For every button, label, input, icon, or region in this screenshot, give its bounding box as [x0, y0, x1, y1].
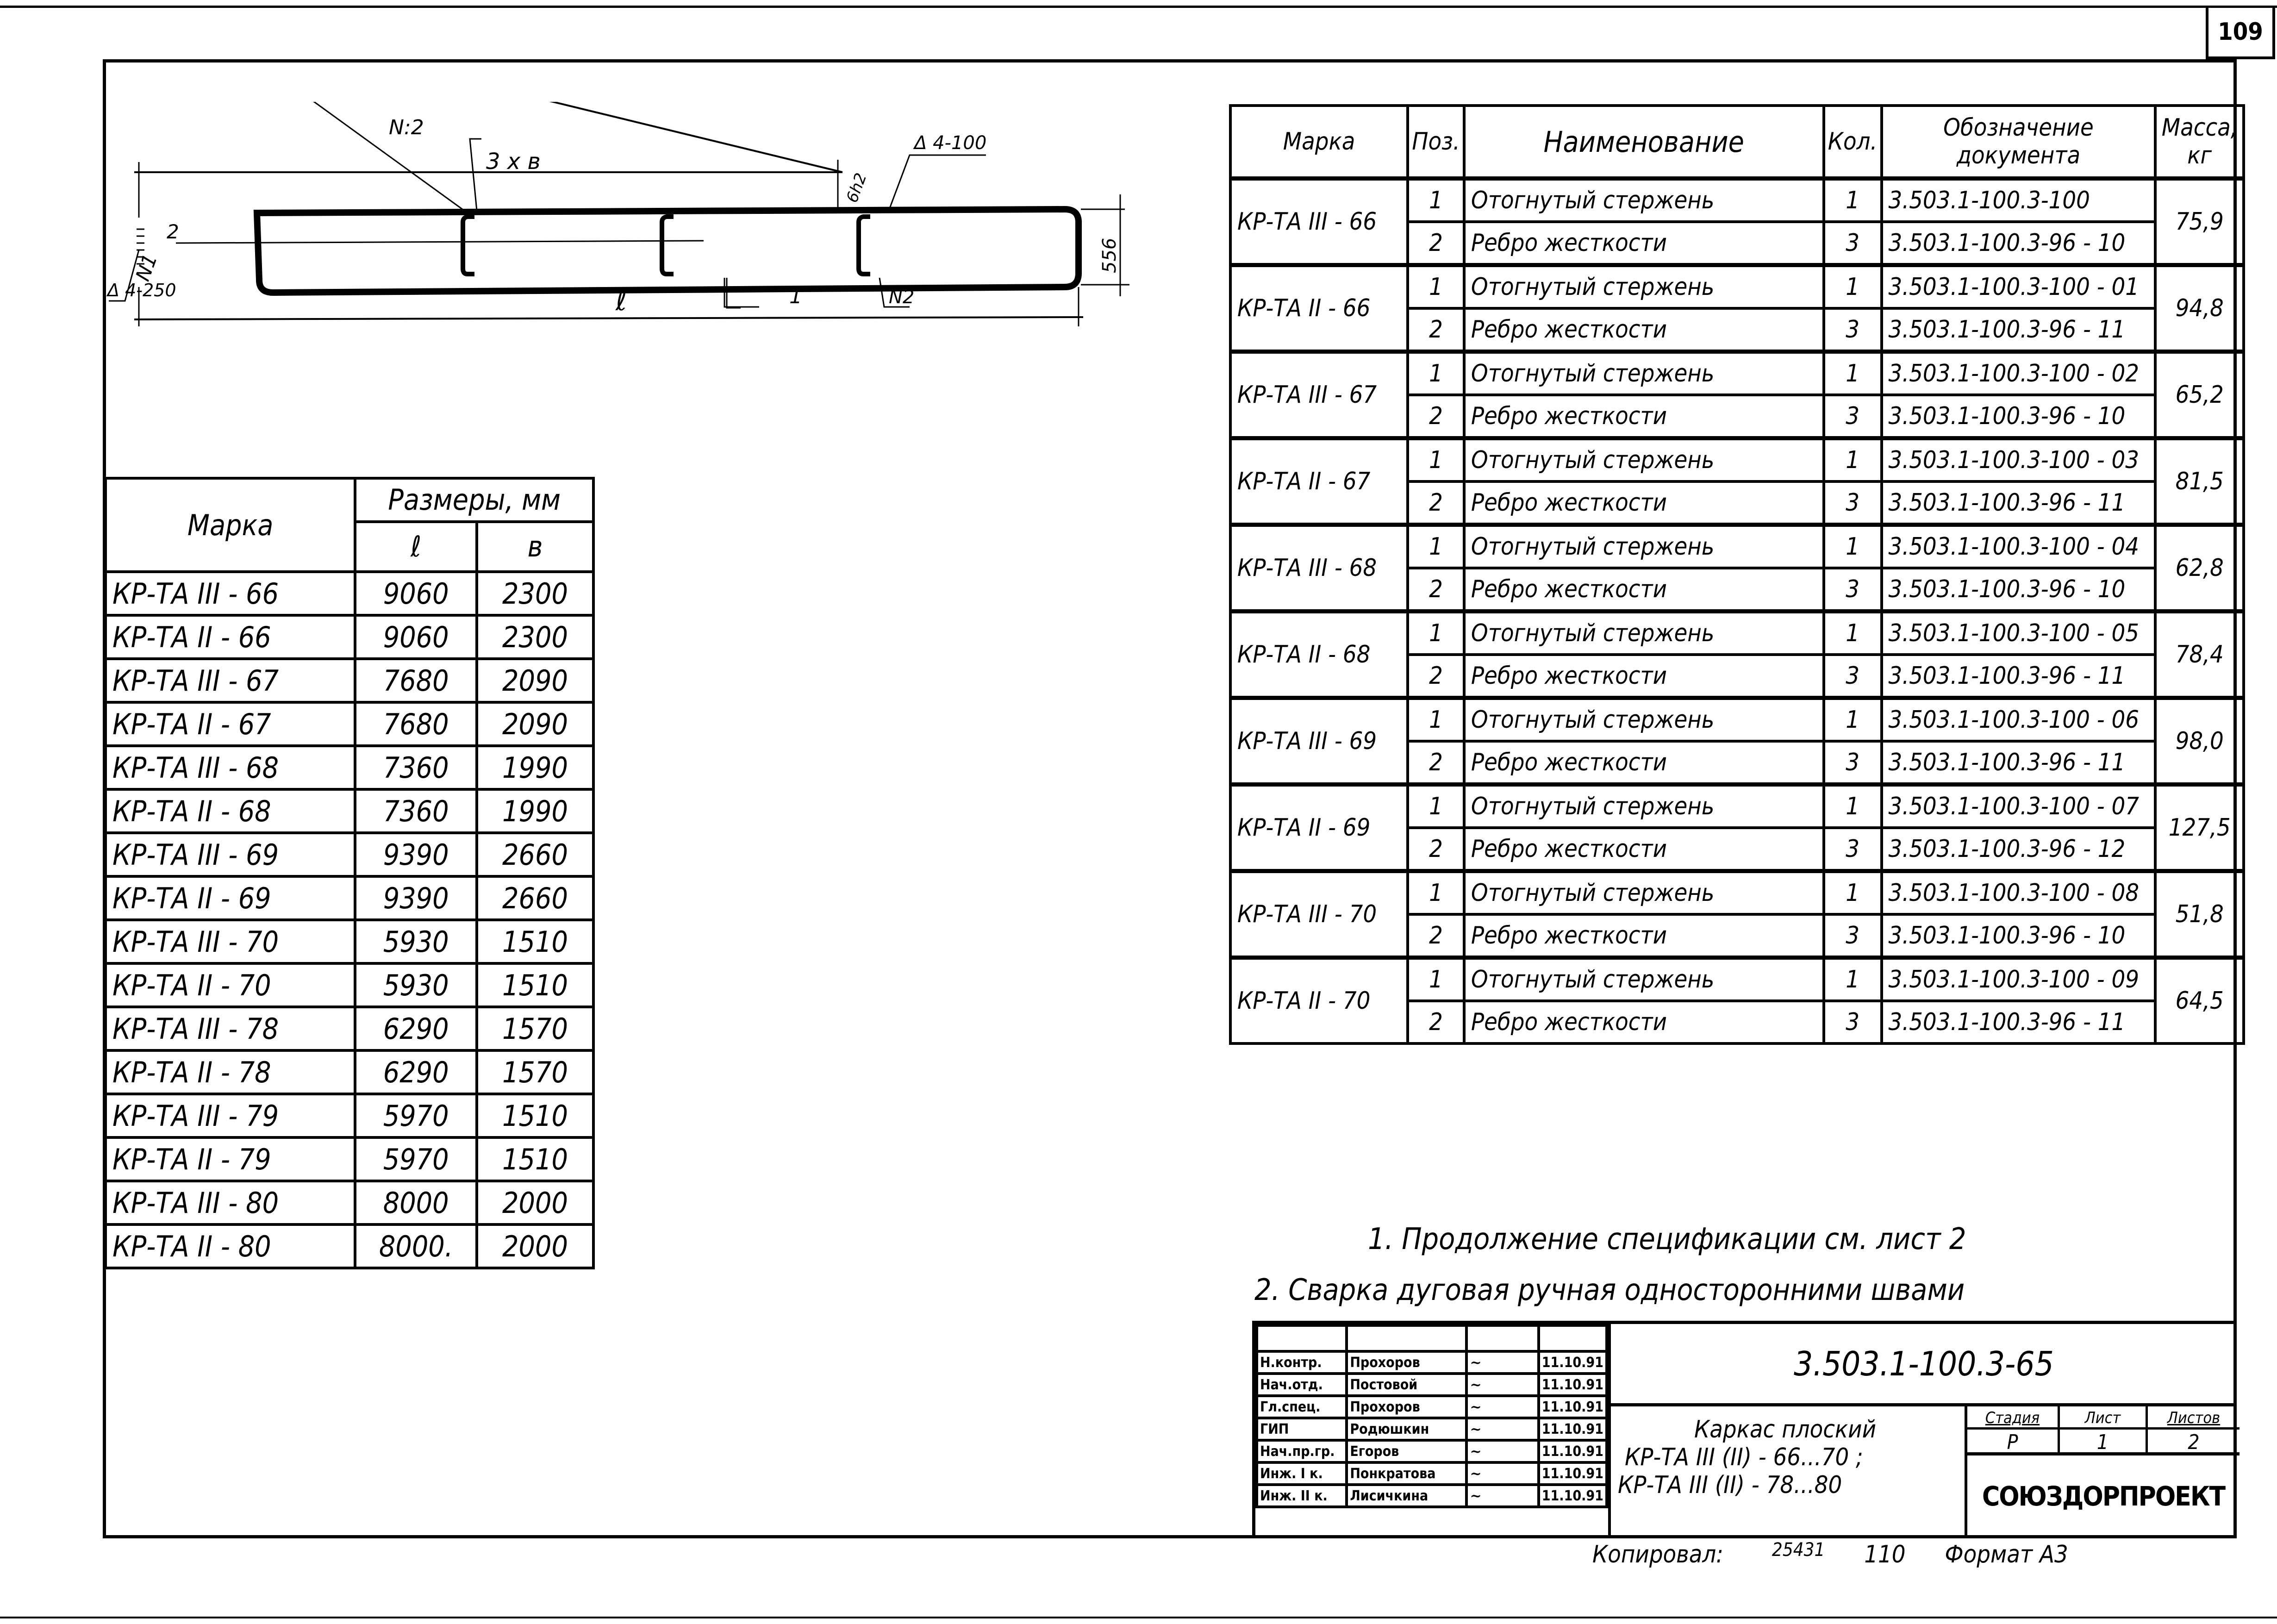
document-code: 3.503.1-100.3-65 — [1608, 1324, 2237, 1406]
mark-cell: КР-ТА III - 79 — [106, 1094, 355, 1137]
format-label: Формат А3 — [1945, 1541, 2068, 1568]
dimension-row — [106, 833, 593, 876]
length-cell: 5970 — [355, 1137, 477, 1181]
label-pos1: 1 — [789, 285, 802, 308]
doc-cell: 3.503.1-100.3-100 - 02 — [1882, 352, 2156, 395]
label-6h2: 6h2 — [842, 170, 871, 206]
date-cell: 11.10.91 — [1539, 1485, 1607, 1507]
name-cell: Родюшкин — [1347, 1418, 1466, 1440]
doc-cell: 3.503.1-100.3-100 - 03 — [1882, 438, 2156, 482]
width-cell: 1570 — [477, 1007, 593, 1050]
top-border-line — [0, 6, 2277, 8]
group-mass: 65,2 — [2155, 352, 2244, 438]
signature-cell — [1466, 1485, 1538, 1507]
name-cell: Отогнутый стержень — [1464, 438, 1824, 482]
name-cell: Отогнутый стержень — [1464, 698, 1824, 742]
page-number: 109 — [2206, 7, 2275, 59]
header-b: в — [477, 522, 593, 572]
length-cell: 8000 — [355, 1181, 477, 1224]
date-cell: 11.10.91 — [1539, 1440, 1607, 1462]
dimension-row — [106, 746, 593, 789]
doc-cell: 3.503.1-100.3-100 - 09 — [1882, 958, 2156, 1001]
pos-cell: 1 — [1408, 179, 1464, 222]
mark-cell: КР-ТА II - 70 — [106, 963, 355, 1007]
doc-cell: 3.503.1-100.3-100 - 08 — [1882, 871, 2156, 915]
length-cell: 5930 — [355, 920, 477, 963]
group-mark: КР-ТА III - 69 — [1230, 698, 1408, 785]
doc-cell: 3.503.1-100.3-96 - 11 — [1882, 308, 2156, 352]
name-cell: Отогнутый стержень — [1464, 958, 1824, 1001]
name-cell: Отогнутый стержень — [1464, 785, 1824, 828]
group-mark: КР-ТА III - 70 — [1230, 871, 1408, 958]
doc-cell: 3.503.1-100.3-96 - 11 — [1882, 1001, 2156, 1043]
sheets-value: 2 — [2148, 1430, 2240, 1455]
group-mark: КР-ТА II - 69 — [1230, 785, 1408, 871]
pos-cell: 1 — [1408, 265, 1464, 309]
mark-cell: КР-ТА II - 68 — [106, 789, 355, 833]
dimension-row — [106, 659, 593, 702]
mark-cell: КР-ТА III - 80 — [106, 1181, 355, 1224]
group-mark: КР-ТА III - 66 — [1230, 179, 1408, 265]
specification-table — [1229, 104, 2245, 1045]
name-cell: Ребро жесткости — [1464, 222, 1824, 265]
width-cell: 1570 — [477, 1050, 593, 1094]
mark-cell: КР-ТА II - 80 — [106, 1224, 355, 1268]
qty-cell: 3 — [1824, 481, 1882, 525]
copy-number: 25431 — [1772, 1539, 1825, 1561]
length-cell: 7680 — [355, 659, 477, 702]
width-cell: 1990 — [477, 789, 593, 833]
label-n2-top: N:2 — [389, 116, 424, 139]
date-cell: 11.10.91 — [1539, 1462, 1607, 1485]
signature-scribble-icon: ~ — [1470, 1465, 1482, 1482]
group-mass: 94,8 — [2155, 265, 2244, 352]
length-cell: 5930 — [355, 963, 477, 1007]
width-cell: 2660 — [477, 833, 593, 876]
header-pos: Поз. — [1408, 106, 1464, 179]
qty-cell: 3 — [1824, 222, 1882, 265]
header-mark: Марка — [106, 478, 355, 572]
width-cell: 2090 — [477, 659, 593, 702]
date-cell: 11.10.91 — [1539, 1396, 1607, 1418]
doc-cell: 3.503.1-100.3-100 - 04 — [1882, 525, 2156, 568]
group-mark: КР-ТА III - 67 — [1230, 352, 1408, 438]
pos-cell: 1 — [1408, 958, 1464, 1001]
name-cell: Лисичкина — [1347, 1485, 1466, 1507]
spec-row — [1230, 352, 2244, 395]
organization-name: СОЮЗДОРПРОЕКТ — [1982, 1480, 2225, 1512]
name-cell: Ребро жесткости — [1464, 914, 1824, 958]
doc-cell: 3.503.1-100.3-96 - 10 — [1882, 914, 2156, 958]
signature-row — [1257, 1374, 1607, 1396]
qty-cell: 3 — [1824, 395, 1882, 438]
header-l: ℓ — [355, 522, 477, 572]
name-cell: Прохоров — [1347, 1351, 1466, 1374]
header-sizes: Размеры, мм — [355, 478, 593, 522]
group-mark: КР-ТА III - 68 — [1230, 525, 1408, 612]
name-cell: Ребро жесткости — [1464, 828, 1824, 871]
name-cell: Ребро жесткости — [1464, 395, 1824, 438]
qty-cell: 3 — [1824, 655, 1882, 698]
spec-row — [1230, 265, 2244, 309]
doc-cell: 3.503.1-100.3-100 — [1882, 179, 2156, 222]
group-mark: КР-ТА II - 67 — [1230, 438, 1408, 525]
mark-cell: КР-ТА II - 66 — [106, 615, 355, 659]
spec-row — [1230, 958, 2244, 1001]
dimension-row — [106, 572, 593, 615]
name-cell: Отогнутый стержень — [1464, 265, 1824, 309]
pos-cell: 2 — [1408, 828, 1464, 871]
pos-cell: 1 — [1408, 612, 1464, 655]
qty-cell: 1 — [1824, 785, 1882, 828]
dimension-row — [106, 789, 593, 833]
signature-cell — [1466, 1418, 1538, 1440]
pos-cell: 1 — [1408, 352, 1464, 395]
doc-cell: 3.503.1-100.3-100 - 05 — [1882, 612, 2156, 655]
spec-row — [1230, 871, 2244, 915]
length-cell: 5970 — [355, 1094, 477, 1137]
mark-cell: КР-ТА II - 69 — [106, 876, 355, 920]
title-line-2: КР-ТА III (II) - 66...70 ; — [1625, 1443, 1863, 1471]
qty-cell: 1 — [1824, 525, 1882, 568]
mark-cell: КР-ТА III - 67 — [106, 659, 355, 702]
frame-drawing — [102, 102, 1167, 361]
qty-cell: 1 — [1824, 438, 1882, 482]
label-weld-top: Δ 4-100 — [914, 132, 987, 154]
doc-cell: 3.503.1-100.3-100 - 01 — [1882, 265, 2156, 309]
qty-cell: 1 — [1824, 698, 1882, 742]
signature-scribble-icon: ~ — [1470, 1443, 1482, 1460]
dimension-row — [106, 876, 593, 920]
width-cell: 2300 — [477, 615, 593, 659]
date-cell: 11.10.91 — [1539, 1351, 1607, 1374]
width-cell: 2000 — [477, 1224, 593, 1268]
qty-cell: 3 — [1824, 914, 1882, 958]
mark-cell: КР-ТА III - 69 — [106, 833, 355, 876]
qty-cell: 1 — [1824, 871, 1882, 915]
length-cell: 9390 — [355, 833, 477, 876]
name-cell: Егоров — [1347, 1440, 1466, 1462]
doc-cell: 3.503.1-100.3-96 - 11 — [1882, 741, 2156, 785]
doc-cell: 3.503.1-100.3-96 - 11 — [1882, 481, 2156, 525]
title-line-3: КР-ТА III (II) - 78...80 — [1618, 1471, 1842, 1499]
dimension-row — [106, 1094, 593, 1137]
pos-cell: 2 — [1408, 481, 1464, 525]
dimension-row — [106, 1007, 593, 1050]
width-cell: 1510 — [477, 963, 593, 1007]
doc-cell: 3.503.1-100.3-100 - 06 — [1882, 698, 2156, 742]
group-mark: КР-ТА II - 66 — [1230, 265, 1408, 352]
doc-cell: 3.503.1-100.3-96 - 10 — [1882, 395, 2156, 438]
qty-cell: 1 — [1824, 612, 1882, 655]
label-pos2: 2 — [167, 220, 179, 243]
dimension-row — [106, 1224, 593, 1268]
signature-table — [1255, 1324, 1608, 1508]
doc-cell: 3.503.1-100.3-96 - 10 — [1882, 568, 2156, 612]
doc-cell: 3.503.1-100.3-96 - 11 — [1882, 655, 2156, 698]
sheets-label: Листов — [2148, 1406, 2240, 1430]
qty-cell: 3 — [1824, 568, 1882, 612]
signature-cell — [1466, 1351, 1538, 1374]
stage-label: Стадия — [1967, 1406, 2060, 1430]
length-cell: 8000. — [355, 1224, 477, 1268]
label-n2-bottom: N2 — [889, 287, 915, 308]
group-mass: 62,8 — [2155, 525, 2244, 612]
signature-scribble-icon: ~ — [1470, 1399, 1482, 1415]
note-1: 1. Продолжение спецификации см. лист 2 — [1368, 1222, 1966, 1256]
signature-row — [1257, 1485, 1607, 1507]
name-cell: Отогнутый стержень — [1464, 352, 1824, 395]
spec-row — [1230, 525, 2244, 568]
dimension-row — [106, 1181, 593, 1224]
signature-row — [1257, 1418, 1607, 1440]
dimension-row — [106, 1050, 593, 1094]
name-cell: Ребро жесткости — [1464, 655, 1824, 698]
qty-cell: 1 — [1824, 265, 1882, 309]
role-cell: Нач.отд. — [1257, 1374, 1347, 1396]
pos-cell: 1 — [1408, 785, 1464, 828]
width-cell: 2090 — [477, 702, 593, 746]
pos-cell: 1 — [1408, 698, 1464, 742]
pos-cell: 1 — [1408, 871, 1464, 915]
date-cell: 11.10.91 — [1539, 1418, 1607, 1440]
dimensions-table — [104, 477, 595, 1269]
signature-cell — [1466, 1396, 1538, 1418]
width-cell: 2300 — [477, 572, 593, 615]
name-cell: Ребро жесткости — [1464, 568, 1824, 612]
pos-cell: 2 — [1408, 914, 1464, 958]
spec-row — [1230, 438, 2244, 482]
dimension-row — [106, 963, 593, 1007]
mark-cell: КР-ТА II - 67 — [106, 702, 355, 746]
label-556: 556 — [1099, 237, 1120, 273]
name-cell: Ребро жесткости — [1464, 1001, 1824, 1043]
signature-row — [1257, 1396, 1607, 1418]
group-mass: 127,5 — [2155, 785, 2244, 871]
drawing-title — [1608, 1406, 1965, 1538]
stage-value: Р — [1967, 1430, 2060, 1455]
spec-row — [1230, 179, 2244, 222]
length-cell: 9390 — [355, 876, 477, 920]
title-block — [1252, 1321, 2237, 1538]
name-cell: Постовой — [1347, 1374, 1466, 1396]
mark-cell: КР-ТА II - 78 — [106, 1050, 355, 1094]
role-cell: Гл.спец. — [1257, 1396, 1347, 1418]
dimension-row — [106, 920, 593, 963]
header-mark: Марка — [1230, 106, 1408, 179]
group-mark: КР-ТА II - 68 — [1230, 612, 1408, 698]
copy-extra: 110 — [1864, 1541, 1906, 1568]
doc-cell: 3.503.1-100.3-96 - 12 — [1882, 828, 2156, 871]
pos-cell: 2 — [1408, 1001, 1464, 1043]
mark-cell: КР-ТА III - 66 — [106, 572, 355, 615]
name-cell: Понкратова — [1347, 1462, 1466, 1485]
group-mark: КР-ТА II - 70 — [1230, 958, 1408, 1044]
role-cell: Нач.пр.гр. — [1257, 1440, 1347, 1462]
length-cell: 7360 — [355, 789, 477, 833]
dimension-row — [106, 702, 593, 746]
width-cell: 2000 — [477, 1181, 593, 1224]
signature-row — [1257, 1440, 1607, 1462]
qty-cell: 3 — [1824, 741, 1882, 785]
pos-cell: 2 — [1408, 395, 1464, 438]
length-cell: 7680 — [355, 702, 477, 746]
qty-cell: 1 — [1824, 179, 1882, 222]
signature-cell — [1466, 1462, 1538, 1485]
spec-row — [1230, 785, 2244, 828]
width-cell: 1510 — [477, 920, 593, 963]
width-cell: 1510 — [477, 1137, 593, 1181]
signature-scribble-icon: ~ — [1470, 1376, 1482, 1393]
mark-cell: КР-ТА III - 70 — [106, 920, 355, 963]
length-cell: 6290 — [355, 1050, 477, 1094]
doc-cell: 3.503.1-100.3-100 - 07 — [1882, 785, 2156, 828]
mark-cell: КР-ТА III - 78 — [106, 1007, 355, 1050]
length-cell: 7360 — [355, 746, 477, 789]
doc-cell: 3.503.1-100.3-96 - 10 — [1882, 222, 2156, 265]
group-mass: 78,4 — [2155, 612, 2244, 698]
pos-cell: 2 — [1408, 655, 1464, 698]
signature-scribble-icon: ~ — [1470, 1487, 1482, 1504]
dimension-row — [106, 1137, 593, 1181]
name-cell: Отогнутый стержень — [1464, 871, 1824, 915]
group-mass: 64,5 — [2155, 958, 2244, 1044]
label-l: ℓ — [616, 285, 627, 317]
name-cell: Ребро жесткости — [1464, 481, 1824, 525]
group-mass: 51,8 — [2155, 871, 2244, 958]
signature-row — [1257, 1462, 1607, 1485]
mark-cell: КР-ТА II - 79 — [106, 1137, 355, 1181]
signature-scribble-icon: ~ — [1470, 1421, 1482, 1437]
width-cell: 1990 — [477, 746, 593, 789]
pos-cell: 2 — [1408, 222, 1464, 265]
pos-cell: 1 — [1408, 438, 1464, 482]
copied-label: Копировал: — [1592, 1541, 1724, 1568]
date-cell: 11.10.91 — [1539, 1374, 1607, 1396]
group-mass: 75,9 — [2155, 179, 2244, 265]
pos-cell: 2 — [1408, 308, 1464, 352]
qty-cell: 3 — [1824, 828, 1882, 871]
name-cell: Отогнутый стержень — [1464, 525, 1824, 568]
signature-cell — [1466, 1374, 1538, 1396]
name-cell: Отогнутый стержень — [1464, 179, 1824, 222]
sheet-label: Лист — [2060, 1406, 2148, 1430]
pos-cell: 2 — [1408, 741, 1464, 785]
qty-cell: 1 — [1824, 958, 1882, 1001]
pos-cell: 2 — [1408, 568, 1464, 612]
name-cell: Отогнутый стержень — [1464, 612, 1824, 655]
pos-cell: 1 — [1408, 525, 1464, 568]
spec-row — [1230, 698, 2244, 742]
bottom-border-line — [0, 1617, 2277, 1618]
role-cell: ГИП — [1257, 1418, 1347, 1440]
role-cell: Н.контр. — [1257, 1351, 1347, 1374]
length-cell: 9060 — [355, 615, 477, 659]
label-weld-left: Δ 4-250 — [107, 280, 176, 300]
note-2: 2. Сварка дуговая ручная односторонними швами — [1254, 1273, 1965, 1307]
name-cell: Ребро жесткости — [1464, 308, 1824, 352]
header-mass: Масса, кг — [2155, 106, 2244, 179]
length-cell: 6290 — [355, 1007, 477, 1050]
header-name: Наименование — [1464, 106, 1824, 179]
signature-scribble-icon: ~ — [1470, 1354, 1482, 1371]
spec-row — [1230, 612, 2244, 655]
title-line-1: Каркас плоский — [1694, 1416, 1876, 1443]
role-cell: Инж. II к. — [1257, 1485, 1347, 1507]
label-3xb: 3 x в — [486, 149, 541, 175]
dimension-row — [106, 615, 593, 659]
qty-cell: 3 — [1824, 308, 1882, 352]
group-mass: 81,5 — [2155, 438, 2244, 525]
signature-cell — [1466, 1440, 1538, 1462]
name-cell: Ребро жесткости — [1464, 741, 1824, 785]
copy-footer — [1592, 1541, 2068, 1568]
mark-cell: КР-ТА III - 68 — [106, 746, 355, 789]
role-cell: Инж. I к. — [1257, 1462, 1347, 1485]
group-mass: 98,0 — [2155, 698, 2244, 785]
width-cell: 2660 — [477, 876, 593, 920]
length-cell: 9060 — [355, 572, 477, 615]
signature-row — [1257, 1351, 1607, 1374]
header-qty: Кол. — [1824, 106, 1882, 179]
header-doc: Обозначение документа — [1882, 106, 2156, 179]
sheet-value: 1 — [2060, 1430, 2148, 1455]
qty-cell: 1 — [1824, 352, 1882, 395]
width-cell: 1510 — [477, 1094, 593, 1137]
label-n1: N1 — [131, 251, 162, 284]
name-cell: Прохоров — [1347, 1396, 1466, 1418]
qty-cell: 3 — [1824, 1001, 1882, 1043]
